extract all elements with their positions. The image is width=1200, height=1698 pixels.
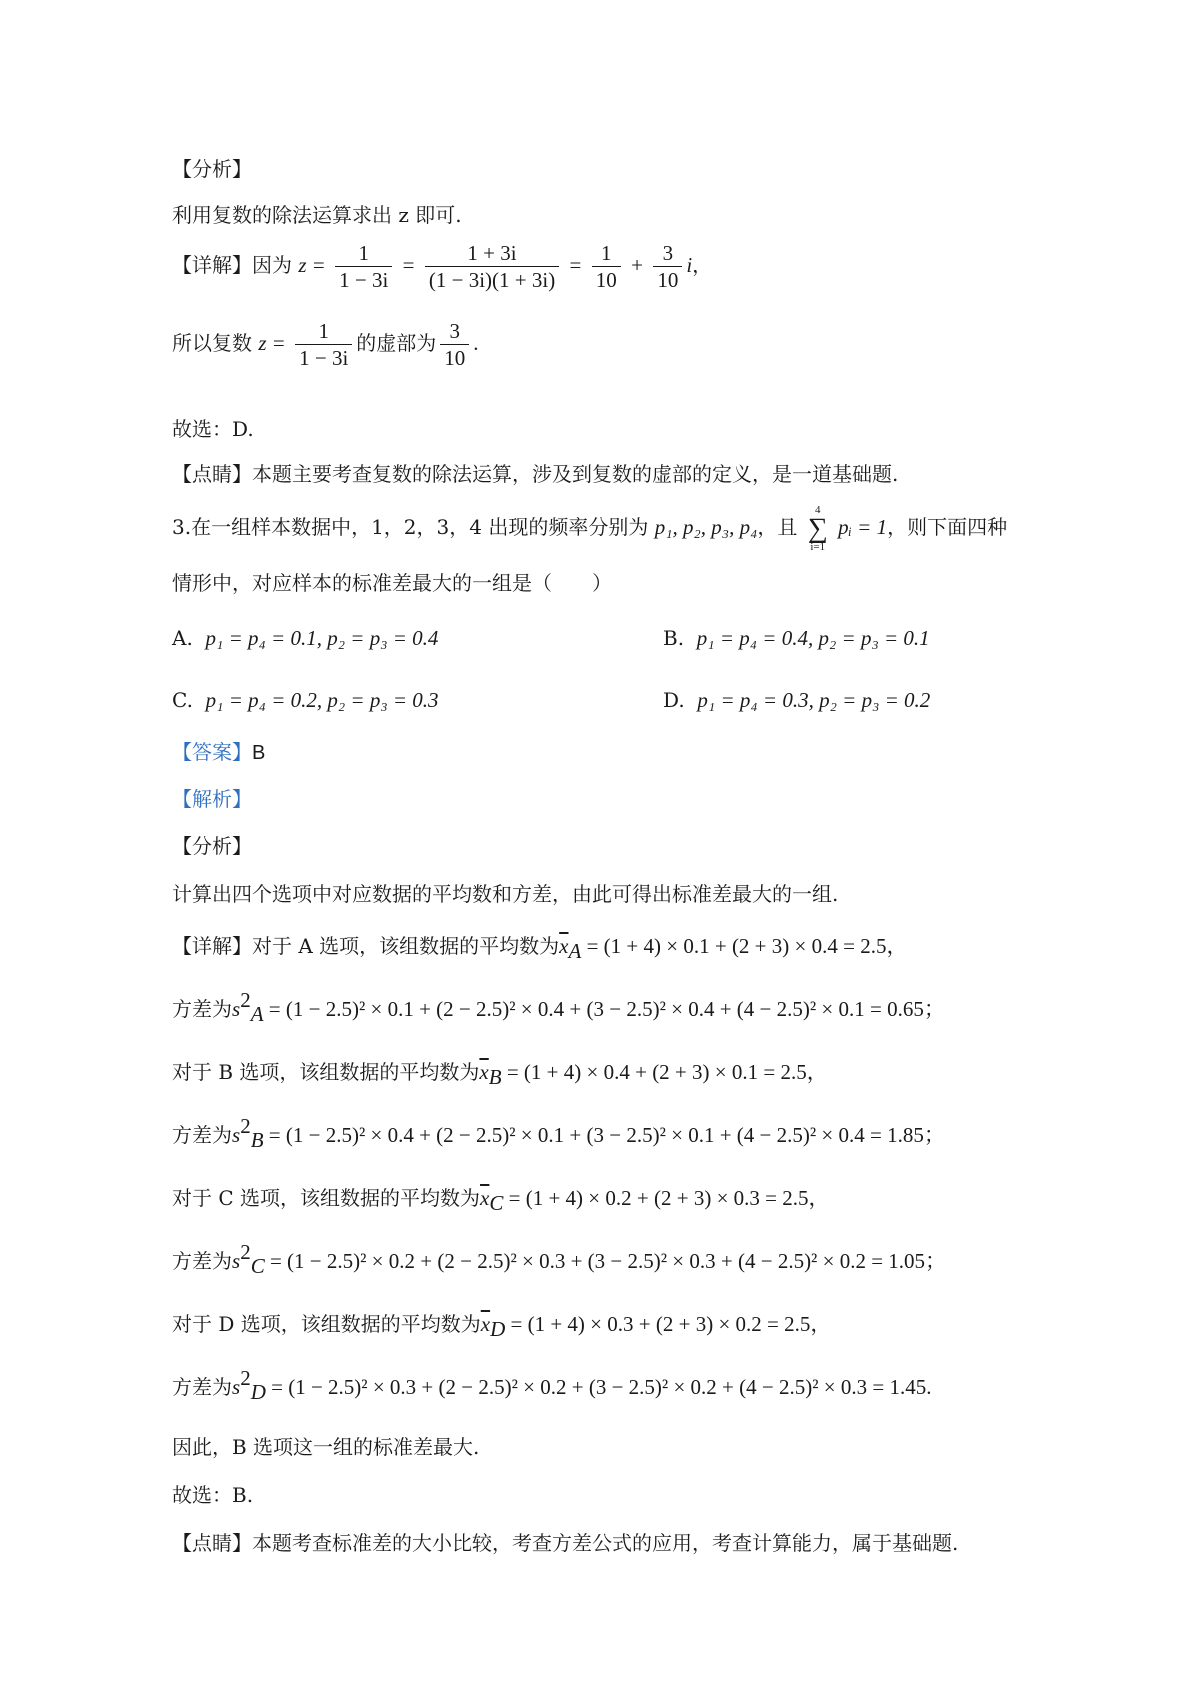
fraction-numerator: 1 <box>295 318 352 345</box>
fraction <box>425 240 559 293</box>
prev-choice: 故选：D. <box>172 417 254 441</box>
variance-subscript: A <box>250 1002 264 1026</box>
fraction-denominator: (1 − 3i)(1 + 3i) <box>428 268 556 292</box>
fraction-denominator: 10 <box>657 268 679 292</box>
fraction-numerator: 1 + 3i <box>425 240 559 267</box>
sum-upper-limit: 4 <box>815 503 821 516</box>
calc-line-b-var <box>172 1114 945 1152</box>
fraction-denominator: 10 <box>444 346 466 370</box>
analysis-text: 计算出四个选项中对应数据的平均数和方差，由此可得出标准差最大的一组. <box>172 882 839 906</box>
fraction <box>440 318 469 371</box>
calc-text: 对于 C 选项，该组数据的平均数为 <box>172 1186 481 1210</box>
p-list: p₁, p₂, p₃, p₄ <box>654 515 758 539</box>
sum-lower-limit: i=1 <box>810 540 826 553</box>
stem-part3: ，则下面四种 <box>887 515 1008 539</box>
summation <box>808 505 828 553</box>
calc-text: 方差为 <box>172 997 232 1021</box>
equals-sign: = <box>402 253 415 277</box>
comment-text: 本题考查标准差的大小比较，考查方差公式的应用，考查计算能力，属于基础题. <box>252 1531 959 1555</box>
mean-symbol: $\overline{x}$ <box>559 934 569 958</box>
calc-formula: = (1 − 2.5)² × 0.1 + (2 − 2.5)² × 0.4 + (3 − 2.5)² × 0.4 + (4 − 2.5)² × 0.1 = 0.65； <box>263 997 945 1021</box>
square-superscript: 2 <box>240 1114 251 1138</box>
explain-label: 【解析】 <box>172 787 252 811</box>
answer-label: 【答案】 <box>172 740 252 764</box>
calc-line-a-mean <box>172 932 908 963</box>
var-i: i <box>686 253 693 277</box>
variance-symbol: s <box>232 997 241 1021</box>
final-conclusion: 因此，B 选项这一组的标准差最大. <box>172 1435 480 1459</box>
calc-text: 方差为 <box>172 1249 232 1273</box>
analysis-heading: 【分析】 <box>172 834 252 858</box>
sum-body: pᵢ = 1 <box>838 515 888 539</box>
answer-line <box>172 738 265 767</box>
mean-symbol: $\overline{x}$ <box>480 1312 491 1336</box>
question-stem <box>172 500 1007 554</box>
variance-subscript: B <box>250 1128 264 1152</box>
option-b <box>663 626 930 651</box>
comment-label: 【点睛】 <box>172 1531 252 1555</box>
calc-line-c-mean <box>172 1184 830 1215</box>
fraction-numerator: 1 <box>592 240 621 267</box>
option-formula: p₁ = p₄ = 0.4, p₂ = p₃ = 0.1 <box>696 626 930 650</box>
fraction <box>335 240 392 293</box>
calc-formula: = (1 + 4) × 0.3 + (2 + 3) × 0.2 = 2.5， <box>505 1312 832 1336</box>
analysis-text: 利用复数的除法运算求出 z 即可. <box>172 203 462 227</box>
variance-symbol: s <box>232 1249 241 1273</box>
calc-text: 方差为 <box>172 1375 232 1399</box>
calc-text: 对于 A 选项，该组数据的平均数为 <box>252 934 560 958</box>
option-c <box>172 688 439 713</box>
calc-formula: = (1 + 4) × 0.1 + (2 + 3) × 0.4 = 2.5， <box>581 934 908 958</box>
stem-part2: ，且 <box>757 515 798 539</box>
sigma-icon: ∑ <box>807 512 828 544</box>
period: . <box>473 331 479 355</box>
so-mid: 的虚部为 <box>356 331 437 355</box>
equals-sign: = <box>312 253 325 277</box>
fraction-denominator: 1 − 3i <box>299 346 349 370</box>
conclusion-line <box>172 316 479 371</box>
mean-subscript: C <box>489 1191 504 1215</box>
calc-formula: = (1 + 4) × 0.4 + (2 + 3) × 0.1 = 2.5， <box>501 1060 828 1084</box>
fraction-numerator: 3 <box>653 240 682 267</box>
var-z: z <box>298 253 307 277</box>
mean-subscript: D <box>490 1317 506 1341</box>
calc-formula: = (1 − 2.5)² × 0.3 + (2 − 2.5)² × 0.2 + (3 − 2.5)² × 0.2 + (4 − 2.5)² × 0.3 = 1.45. <box>265 1375 932 1399</box>
variance-symbol: s <box>232 1375 241 1399</box>
final-comment <box>172 1529 958 1557</box>
fraction <box>295 318 352 371</box>
calc-text: 方差为 <box>172 1123 232 1147</box>
calc-line-d-mean <box>172 1310 832 1341</box>
calc-formula: = (1 − 2.5)² × 0.4 + (2 − 2.5)² × 0.1 + (3 − 2.5)² × 0.1 + (4 − 2.5)² × 0.4 = 1.85； <box>263 1123 945 1147</box>
mean-subscript: B <box>488 1065 502 1089</box>
detail-line <box>172 238 712 293</box>
final-choice: 故选：B. <box>172 1483 254 1507</box>
mean-symbol: $\overline{x}$ <box>480 1186 490 1210</box>
option-letter: B. <box>663 626 685 650</box>
comma: ， <box>692 253 713 277</box>
fraction-numerator: 1 <box>335 240 392 267</box>
mean-subscript: A <box>568 939 582 963</box>
calc-line-c-var <box>172 1240 947 1278</box>
square-superscript: 2 <box>240 1240 251 1264</box>
option-formula: p₁ = p₄ = 0.3, p₂ = p₃ = 0.2 <box>697 688 931 712</box>
option-a <box>172 626 438 651</box>
option-letter: C. <box>172 688 193 712</box>
calc-formula: = (1 + 4) × 0.2 + (2 + 3) × 0.3 = 2.5， <box>503 1186 830 1210</box>
mean-symbol: $\overline{x}$ <box>479 1060 489 1084</box>
comment-text: 本题主要考查复数的除法运算，涉及到复数的虚部的定义，是一道基础题. <box>252 462 899 486</box>
detail-label: 【详解】 <box>172 253 252 277</box>
detail-lead: 因为 <box>252 253 292 277</box>
variance-subscript: C <box>250 1254 265 1278</box>
variance-symbol: s <box>232 1123 241 1147</box>
option-letter: A. <box>172 626 193 650</box>
calc-line-b-mean <box>172 1058 828 1089</box>
calc-line-d-var <box>172 1366 932 1404</box>
option-d <box>663 688 930 713</box>
option-formula: p₁ = p₄ = 0.1, p₂ = p₃ = 0.4 <box>205 626 439 650</box>
fraction-numerator: 3 <box>440 318 469 345</box>
prev-comment <box>172 460 898 488</box>
calc-line-a-var <box>172 988 945 1026</box>
detail-label: 【详解】 <box>172 934 252 958</box>
plus-sign: + <box>631 253 643 277</box>
option-letter: D. <box>663 688 685 712</box>
equals-sign: = <box>272 331 285 355</box>
fraction <box>592 240 621 293</box>
square-superscript: 2 <box>240 1366 251 1390</box>
var-z: z <box>258 331 267 355</box>
calc-text: 对于 B 选项，该组数据的平均数为 <box>172 1060 480 1084</box>
stem-part1: 3.在一组样本数据中，1，2，3，4 出现的频率分别为 <box>172 515 649 539</box>
equals-sign: = <box>569 253 582 277</box>
so-lead: 所以复数 <box>172 331 252 355</box>
comment-label: 【点睛】 <box>172 462 252 486</box>
calc-formula: = (1 − 2.5)² × 0.2 + (2 − 2.5)² × 0.3 + (3 − 2.5)² × 0.3 + (4 − 2.5)² × 0.2 = 1.05； <box>264 1249 947 1273</box>
question-stem-line2: 情形中，对应样本的标准差最大的一组是（ ） <box>172 571 612 595</box>
square-superscript: 2 <box>240 988 251 1012</box>
answer-value: B <box>252 742 266 764</box>
option-formula: p₁ = p₄ = 0.2, p₂ = p₃ = 0.3 <box>205 688 439 712</box>
fraction-denominator: 10 <box>595 268 617 292</box>
fraction-denominator: 1 − 3i <box>339 268 389 292</box>
calc-text: 对于 D 选项，该组数据的平均数为 <box>172 1312 481 1336</box>
analysis-heading: 【分析】 <box>172 157 252 181</box>
fraction <box>653 240 682 293</box>
variance-subscript: D <box>250 1380 266 1404</box>
